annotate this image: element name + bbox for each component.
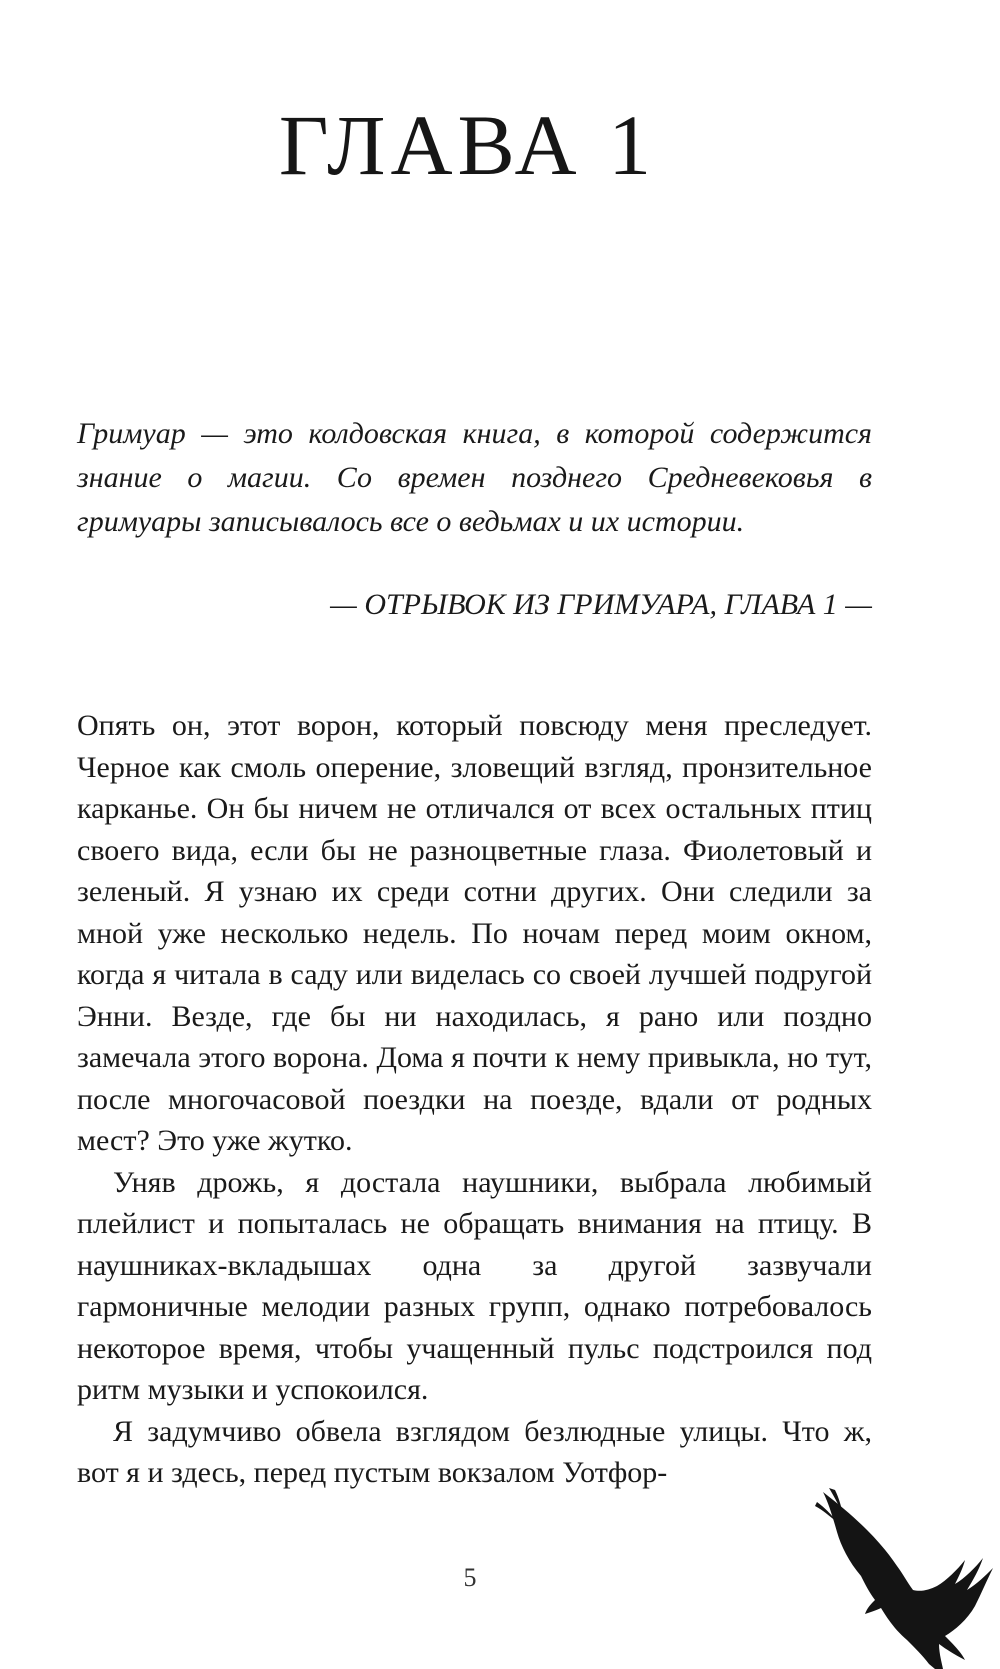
chapter-title: ГЛАВА 1 [278, 97, 657, 193]
page-number: 5 [463, 1563, 477, 1592]
epigraph-source: — ОТРЫВОК ИЗ ГРИМУАРА, ГЛАВА 1 — [330, 588, 872, 621]
raven-icon [815, 1484, 1000, 1669]
epigraph-text: Гримуар — это колдовская книга, в которой содержится знание о магии. Со времен позднего Средневековья в гримуары записывалось все о ведьмах и их истории. [77, 417, 872, 538]
paragraph: Опять он, этот ворон, который повсюду меня преследует. Черное как смоль оперение, зловещий взгляд, пронзительное карканье. Он бы ничем не отличался от всех остальных птиц своего вида, если бы не разноцветные глаза. Фиолетовый и зеленый. Я узнаю их среди сотни других. Они следили за мной уже несколько недель. По ночам перед моим окном, когда я читала в саду или виделась со своей лучшей подругой Энни. Везде, где бы ни находилась, я рано или поздно замечала этого ворона. Дома я почти к нему привыкла, но тут, после многочасовой поездки на поезде, вдали от родных мест? Это уже жутко. [77, 709, 872, 1157]
chapter-body [77, 705, 872, 1494]
paragraph: Уняв дрожь, я достала наушники, выбрала любимый плейлист и попыталась не обращать внимания на птицу. В наушниках-вкладышах одна за другой зазвучали гармоничные мелодии разных групп, однако потребовалось некоторое время, чтобы учащенный пульс подстроился под ритм музыки и успокоился. [77, 1165, 872, 1406]
paragraph: Я задумчиво обвела взглядом безлюдные улицы. Что ж, вот я и здесь, перед пустым вокзалом Уотфор- [77, 1414, 872, 1489]
